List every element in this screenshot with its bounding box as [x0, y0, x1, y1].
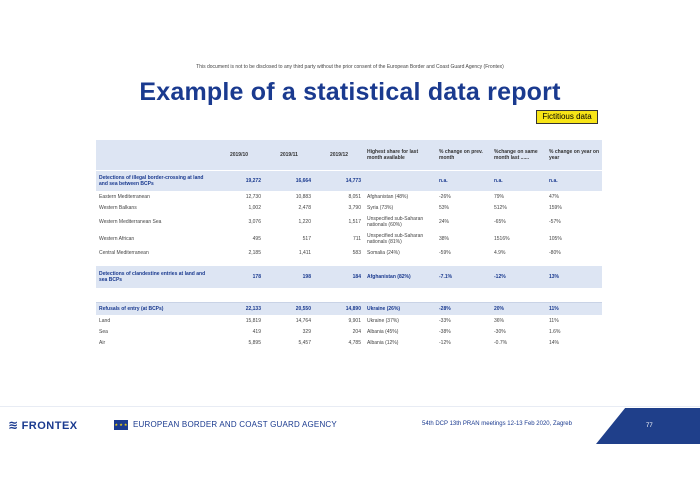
section-share: [364, 171, 436, 192]
row-name: Sea: [99, 328, 108, 335]
row-change: 36%: [494, 317, 505, 324]
row-value: 4,785: [348, 339, 361, 346]
row-value: 3,790: [348, 204, 361, 211]
header-cell: % change on year on year: [546, 140, 602, 171]
section-change: 13%: [546, 266, 602, 289]
table-row: [96, 230, 602, 247]
row-change: 53%: [439, 204, 450, 211]
section-label: Refusals of entry (at BCPs): [96, 303, 214, 316]
row-value: 14,764: [295, 317, 311, 324]
row-name: Western Balkans: [99, 204, 137, 211]
section-value: 178: [214, 266, 264, 289]
section-row-illegal-crossing: [96, 171, 602, 192]
header-cell: [96, 140, 214, 171]
table-row: [96, 202, 602, 213]
header-cell: 2019/11: [264, 140, 314, 171]
section-label: Detections of illegal border-crossing at land and sea between BCPs: [96, 171, 214, 192]
header-cell: 2019/12: [314, 140, 364, 171]
statistics-table: [96, 140, 602, 348]
section-value: 184: [314, 266, 364, 289]
section-change: n.a.: [491, 171, 546, 192]
header-cell: %change on same month last ......: [491, 140, 546, 171]
frontex-logo: [8, 418, 78, 432]
row-change: -12%: [439, 339, 451, 346]
fictitious-data-badge: Fictitious data: [536, 110, 598, 124]
meeting-info: 54th DCP 13th PRAN meetings 12-13 Feb 2020, Zagreb: [422, 421, 572, 427]
table-spacer: [96, 288, 602, 303]
row-value: 583: [352, 249, 361, 256]
row-change: 512%: [494, 204, 507, 211]
row-change: -57%: [549, 218, 561, 225]
section-change: n.a.: [436, 171, 491, 192]
row-value: 2,185: [248, 249, 261, 256]
footer-divider: [0, 406, 700, 407]
row-change: -59%: [439, 249, 451, 256]
section-change: n.a.: [546, 171, 602, 192]
row-value: 2,478: [298, 204, 311, 211]
row-value: 8,051: [348, 193, 361, 200]
eu-flag-icon: ★ ★ ★: [114, 420, 128, 430]
row-value: 711: [353, 235, 361, 242]
row-change: 38%: [439, 235, 450, 242]
agency-name: EUROPEAN BORDER AND COAST GUARD AGENCY: [133, 420, 337, 429]
disclaimer: This document is not to be disclosed to any third party without the prior consent of the European Border and Coast Guard Agency (Frontex): [196, 64, 504, 70]
row-change: 4.9%: [494, 249, 506, 256]
section-row-refusals: [96, 303, 602, 316]
section-change: -28%: [436, 303, 491, 316]
table-spacer: [96, 258, 602, 266]
row-value: 517: [302, 235, 311, 242]
row-name: Western African: [99, 235, 135, 242]
section-change: -7.1%: [436, 266, 491, 289]
row-value: 15,819: [245, 317, 261, 324]
table-row: [96, 337, 602, 348]
section-row-clandestine-entries: [96, 266, 602, 289]
table-row: [96, 315, 602, 326]
table-row: [96, 191, 602, 202]
section-change: 20%: [491, 303, 546, 316]
row-share: Somalia (24%): [367, 249, 400, 256]
row-name: Eastern Mediterranean: [99, 193, 150, 200]
table-row: [96, 326, 602, 337]
section-value: 19,272: [214, 171, 264, 192]
section-value: 198: [264, 266, 314, 289]
row-value: 1,411: [298, 249, 311, 256]
row-change: -0.7%: [494, 339, 508, 346]
frontex-logo-icon: ≋: [8, 418, 19, 432]
row-change: -65%: [494, 218, 506, 225]
row-change: 1516%: [494, 235, 510, 242]
section-share: Ukraine (26%): [364, 303, 436, 316]
row-value: 5,895: [248, 339, 261, 346]
row-change: -33%: [439, 317, 451, 324]
row-change: 159%: [549, 204, 562, 211]
page-title: Example of a statistical data report: [139, 78, 561, 106]
frontex-logo-text: FRONTEX: [21, 420, 78, 432]
section-change: -12%: [491, 266, 546, 289]
row-value: 1,517: [348, 218, 361, 225]
header-cell: Highest share for last month available: [364, 140, 436, 171]
row-share: Syria (73%): [367, 204, 394, 211]
row-value: 1,220: [298, 218, 311, 225]
row-change: 11%: [549, 317, 559, 324]
header-cell: 2019/10: [214, 140, 264, 171]
row-name: Central Mediterranean: [99, 249, 149, 256]
row-change: 1.6%: [549, 328, 561, 335]
row-share: Albania (45%): [367, 328, 399, 335]
section-value: 22,133: [214, 303, 264, 316]
row-share: Afghanistan (48%): [367, 193, 409, 200]
row-value: 3,076: [248, 218, 261, 225]
row-value: 10,883: [295, 193, 311, 200]
row-value: 1,002: [248, 204, 261, 211]
row-share: Unspecified sub-Saharan nationals (60%): [367, 215, 424, 228]
row-share: Ukraine (37%): [367, 317, 399, 324]
row-change: -38%: [439, 328, 451, 335]
header-cell: % change on prev. month: [436, 140, 491, 171]
section-value: 16,664: [264, 171, 314, 192]
row-value: 329: [302, 328, 311, 335]
row-change: -30%: [494, 328, 506, 335]
row-value: 12,730: [245, 193, 261, 200]
row-change: -80%: [549, 249, 561, 256]
section-value: 14,773: [314, 171, 364, 192]
row-value: 5,457: [298, 339, 311, 346]
row-change: -26%: [439, 193, 451, 200]
row-value: 495: [252, 235, 261, 242]
section-label: Detections of clandestine entries at land and sea BCPs: [96, 266, 214, 289]
row-change: 47%: [549, 193, 560, 200]
row-value: 204: [352, 328, 361, 335]
table-row: [96, 247, 602, 258]
row-value: 419: [252, 328, 261, 335]
table-row: [96, 213, 602, 230]
row-change: 79%: [494, 193, 505, 200]
row-value: 9,901: [348, 317, 361, 324]
section-value: 20,550: [264, 303, 314, 316]
row-share: Albania (12%): [367, 339, 399, 346]
row-change: 24%: [439, 218, 450, 225]
row-change: 14%: [549, 339, 560, 346]
row-name: Air: [99, 339, 106, 346]
section-share: Afghanistan (82%): [364, 266, 436, 289]
row-change: 105%: [549, 235, 562, 242]
section-change: 11%: [546, 303, 602, 316]
row-name: Land: [99, 317, 111, 324]
table-header-row: [96, 140, 602, 171]
section-value: 14,890: [314, 303, 364, 316]
row-name: Western Mediterranean Sea: [99, 218, 162, 225]
page-number: 77: [646, 423, 653, 429]
row-share: Unspecified sub-Saharan nationals (81%): [367, 232, 424, 245]
